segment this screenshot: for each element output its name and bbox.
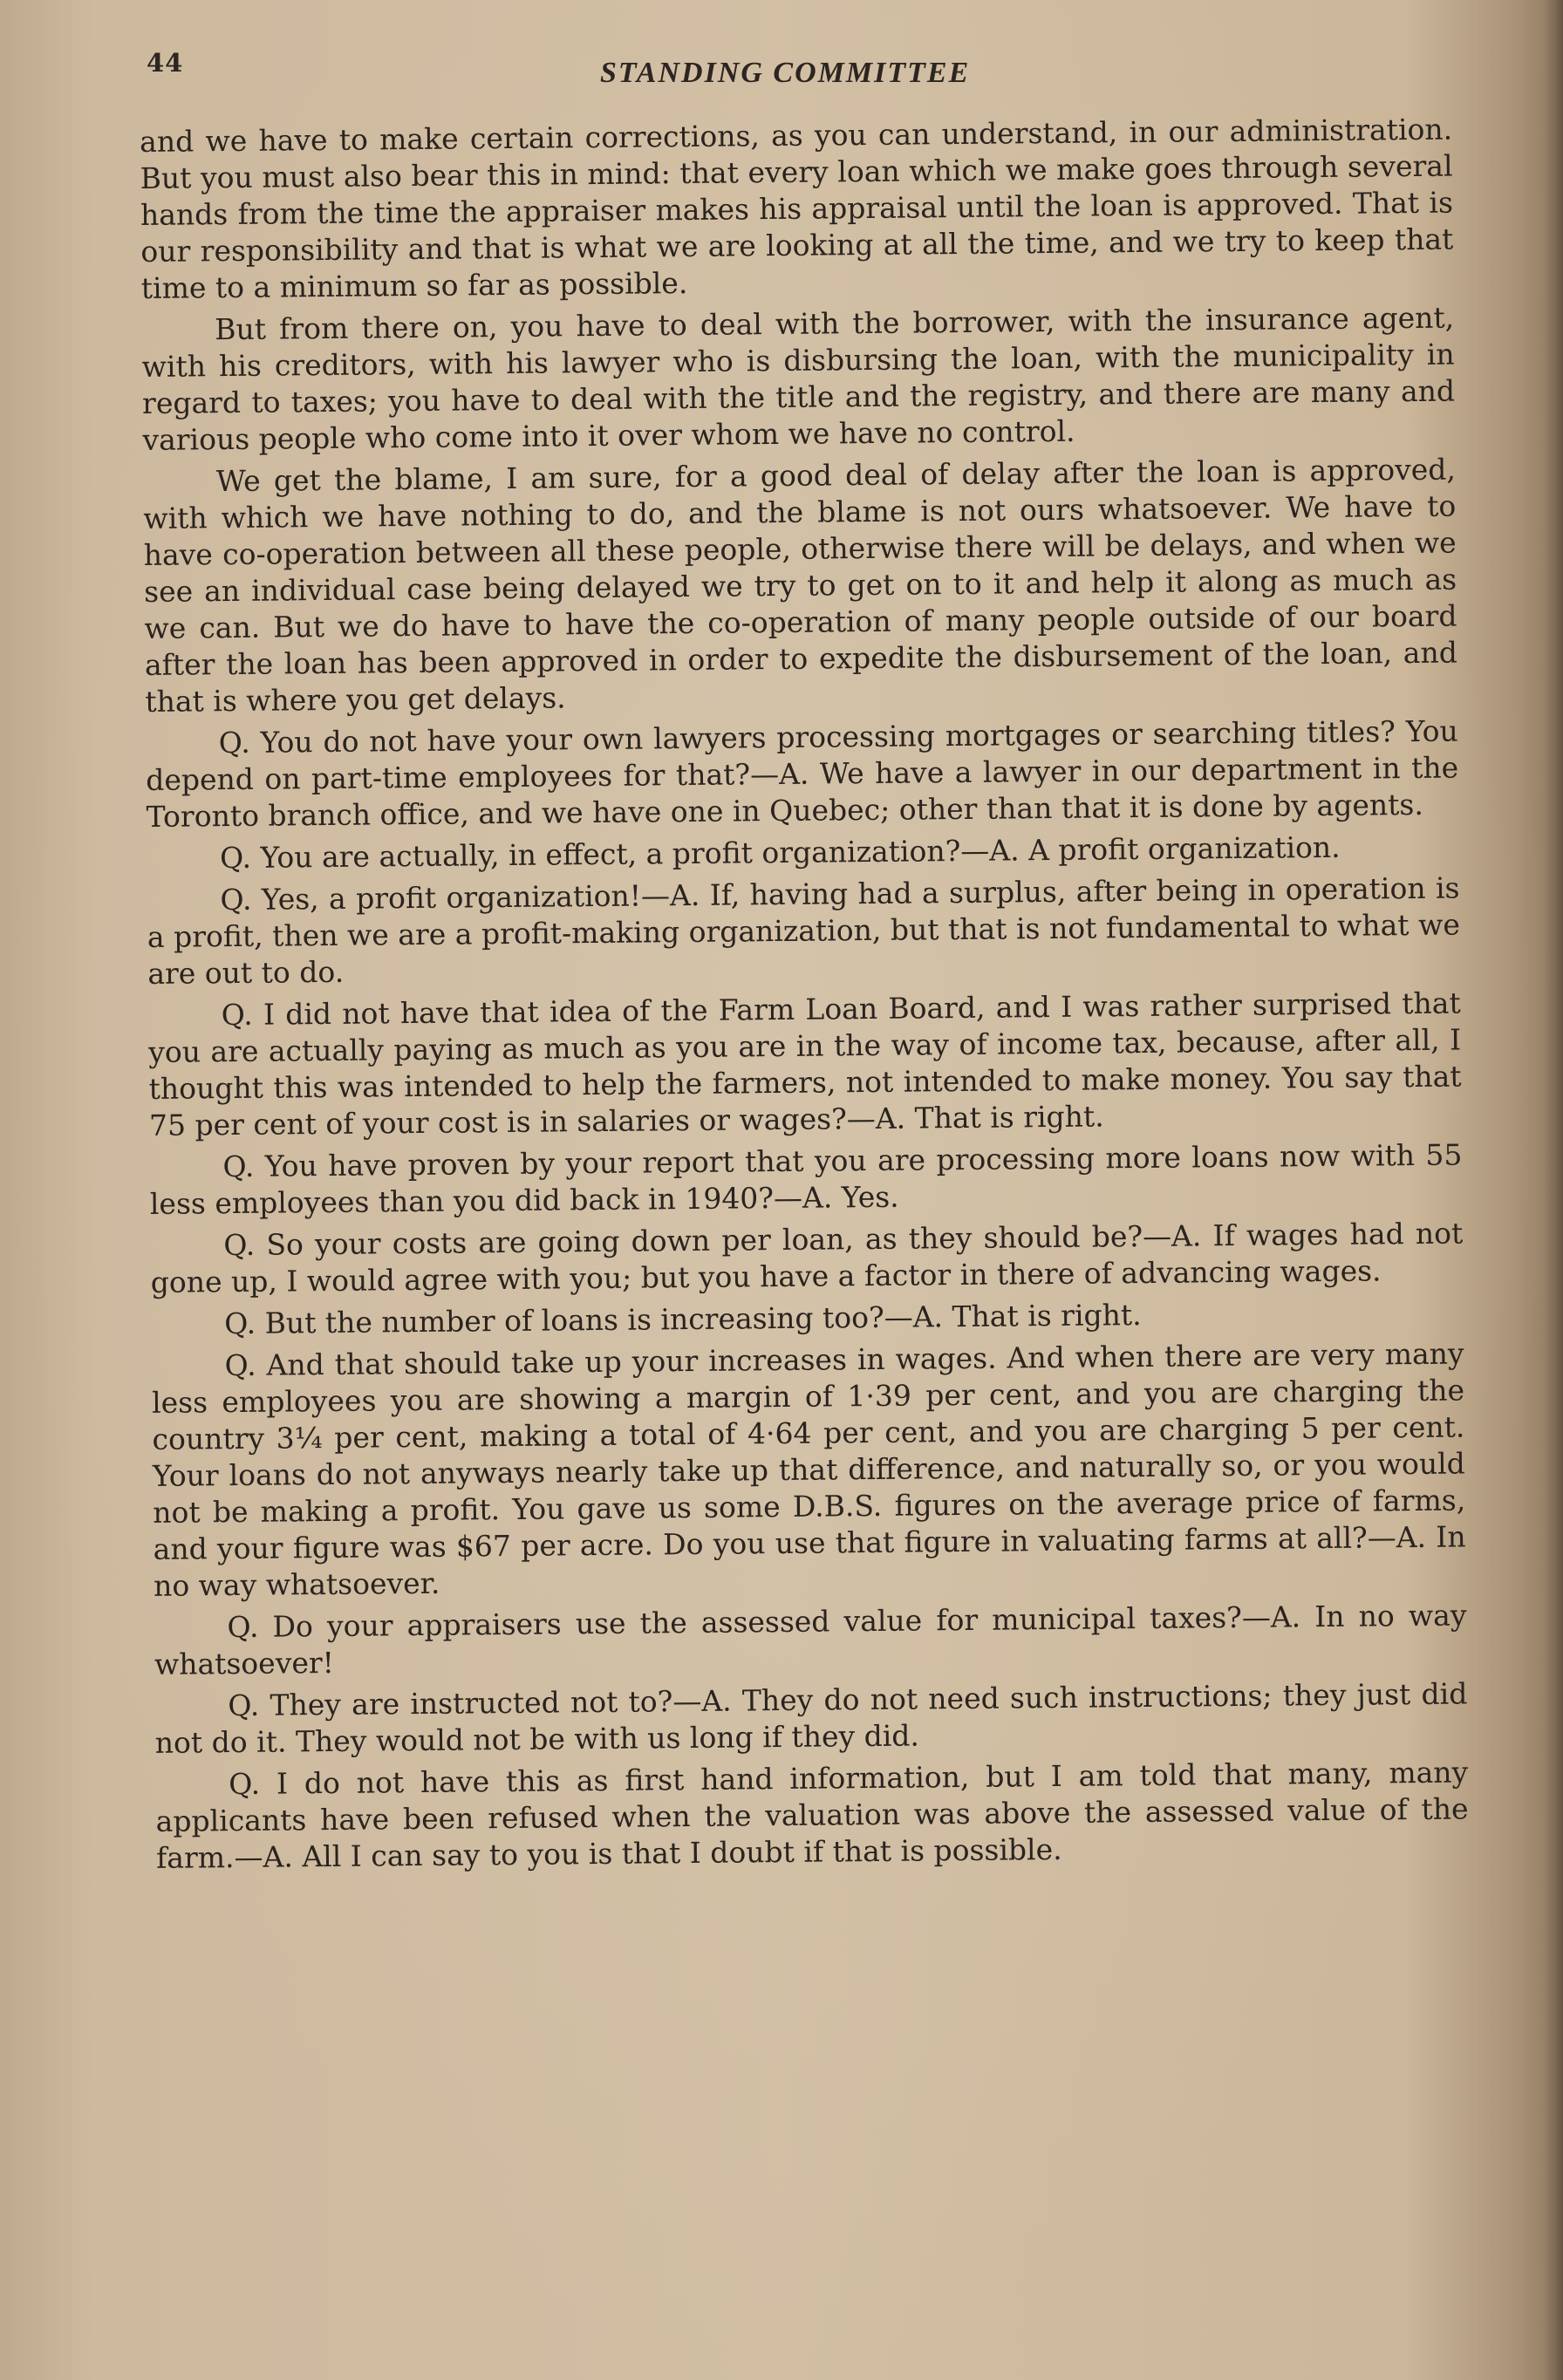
paragraph: and we have to make certain corrections, as you can understand, in our administration. But you must also bear this in mind: that every loan which we make goes through several hands from the time the appraiser makes his appraisal until the loan is approved. That is our responsibility and that is what we are looking at all the time, and we try to keep that time to a minimum so far as possible. [140, 112, 1454, 305]
page-header [0, 48, 1563, 100]
paragraph: Q. You do not have your own lawyers processing mortgages or searching titles? You depend on part-time employees for that?—A. We have a lawyer in our department in the Toronto branch office, and we have one in Quebec; other than that it is done by agents. [146, 713, 1459, 834]
running-head: STANDING COMMITTEE [600, 57, 971, 89]
paragraph: But from there on, you have to deal with the borrower, with the insurance agent, with his creditors, with his lawyer who is disbursing the loan, with the municipality in regard to taxes; you have to deal with the title and the registry, and there are many and various people who come into it over whom we have no control. [141, 300, 1456, 457]
paragraph: Q. I do not have this as first hand information, but I am told that many, many applicants have been refused when the valuation was above the assessed value of the farm.—A. All I can say to you is that I doubt if that is possible. [155, 1755, 1469, 1875]
paragraph: Q. You are actually, in effect, a profit organization?—A. A profit organization. [219, 829, 1341, 876]
paragraph: Q. I did not have that idea of the Farm Loan Board, and I was rather surprised that you are actually paying as much as you are in the way of income tax, because, after all, I thought this was intended to help the farmers, not intended to make money. You say that 75 per cent of your cost is in salaries or wages?—A. That is right. [148, 985, 1462, 1142]
paragraph: Q. Yes, a profit organization!—A. If, having had a surplus, after being in operation is a profit, then we are a profit-making organization, but that is not fundamental to what we are out to do. [147, 870, 1461, 991]
paragraph: Q. You have proven by your report that you are processing more loans now with 55 less employees than you did back in 1940?—A. Yes. [149, 1137, 1463, 1221]
paragraph: We get the blame, I am sure, for a good deal of delay after the loan is approved, with which we have nothing to do, and the blame is not ours whatsoever. We have to have co-operation between all these people, otherwise there will be delays, and when we see an individual case being delayed we try to get on to it and help it along as much as we can. But we do have to have the co-operation of many people outside of our board after the loan has been approved in order to expedite the disbursement of the loan, and that is where you get delays. [143, 452, 1458, 719]
paragraph: Q. They are instructed not to?—A. They do not need such instructions; they just did not do it. They would not be with us long if they did. [154, 1676, 1468, 1760]
paragraph: Q. But the number of loans is increasing too?—A. That is right. [224, 1298, 1142, 1341]
paragraph: Q. Do your appraisers use the assessed value for municipal taxes?—A. In no way whatsoever! [154, 1598, 1467, 1681]
page-number: 44 [147, 48, 184, 78]
body-text [140, 112, 1469, 1882]
page-edge-shadow [1544, 0, 1563, 2380]
paragraph: Q. So your costs are going down per loan, as they should be?—A. If wages had not gone up, I would agree with you; but you have a factor in there of advancing wages. [150, 1216, 1464, 1299]
paragraph: Q. And that should take up your increases in wages. And when there are very many less employees you are showing a margin of 1·39 per cent, and you are charging the country 3¼ per cent, making a total of 4·64 per cent, and you are charging 5 per cent. Your loans do not anyways nearly take up that difference, and naturally so, or you would not be making a profit. You gave us some D.B.S. figures on the average price of farms, and your figure was $67 per acre. Do you use that figure in valuating farms at all?—A. In no way whatsoever. [151, 1336, 1466, 1603]
